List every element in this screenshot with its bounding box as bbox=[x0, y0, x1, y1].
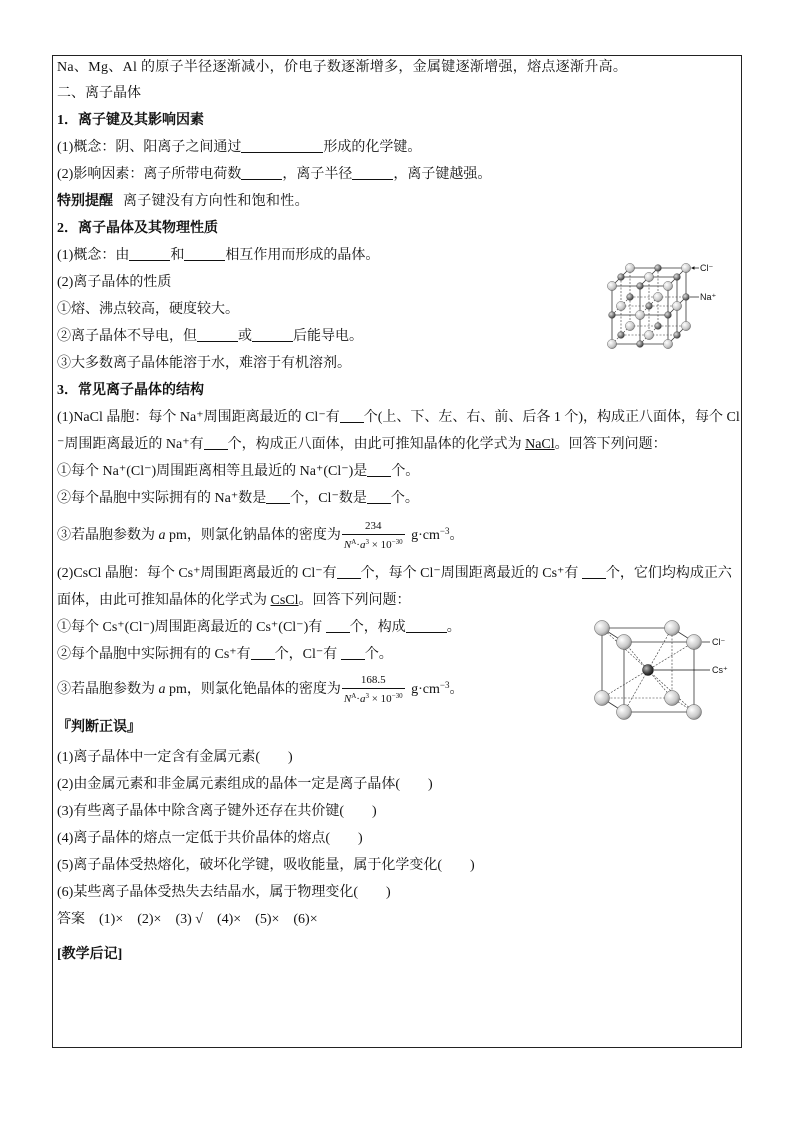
nacl-text: (1)NaCl 晶胞：每个 Na⁺周围距离最近的 Cl⁻有 bbox=[57, 410, 340, 425]
nacl-density-question bbox=[57, 512, 741, 560]
answer-blank bbox=[340, 410, 364, 423]
factors-text: ，离子键越强。 bbox=[393, 167, 492, 182]
judge-item: (5)离子晶体受热熔化，破坏化学键，吸收能量，属于化学变化( ) bbox=[57, 858, 475, 873]
answer-blank bbox=[197, 329, 238, 342]
metal-trend-text: Na、Mg、Al 的原子半径逐渐减小，价电子数逐渐增多，金属键逐渐增强，熔点逐渐升高。 bbox=[57, 60, 628, 75]
answer-blank bbox=[129, 248, 170, 261]
answer-blank bbox=[582, 566, 606, 579]
ionic-bond-factors bbox=[57, 161, 741, 188]
factors-text: ，离子半径 bbox=[282, 167, 353, 182]
question-text: 个。 bbox=[390, 491, 419, 506]
question-text: ③若晶胞参数为 bbox=[57, 528, 159, 543]
chloride-ion-sphere bbox=[625, 321, 634, 330]
special-reminder bbox=[57, 188, 741, 215]
chloride-ion-sphere bbox=[687, 705, 702, 720]
reminder-text: 离子键没有方向性和饱和性。 bbox=[123, 194, 309, 209]
exponent: −30 bbox=[391, 537, 403, 546]
judge-item: (6)某些离子晶体受热失去结晶水，属于物理变化( ) bbox=[57, 885, 391, 900]
question-text: ③若晶胞参数为 bbox=[57, 682, 159, 697]
judge-title: 『判断正误』 bbox=[57, 720, 141, 735]
density-denominator bbox=[342, 534, 405, 552]
cell-parameter-variable: a bbox=[158, 528, 166, 543]
dot-operator: · bbox=[356, 538, 360, 551]
sentence-end: 。 bbox=[449, 528, 464, 543]
sodium-ion-sphere bbox=[618, 274, 625, 281]
section-title: 二、离子晶体 bbox=[57, 86, 141, 101]
chloride-ion-label: Cl⁻ bbox=[712, 637, 726, 647]
density-numerator: 168.5 bbox=[360, 673, 386, 686]
nacl-question-1 bbox=[57, 458, 741, 485]
sodium-ion-label: Na⁺ bbox=[700, 292, 717, 302]
chloride-ion-sphere bbox=[595, 621, 610, 636]
property-1: ①熔、沸点较高，硬度较大。 bbox=[57, 302, 239, 317]
chloride-ion-sphere bbox=[617, 635, 632, 650]
factors-text: (2)影响因素：离子所带电荷数 bbox=[57, 167, 242, 182]
property-text: ②离子晶体不导电，但 bbox=[57, 329, 197, 344]
answer-blank bbox=[326, 620, 350, 633]
question-text: 个。 bbox=[364, 647, 393, 662]
chloride-ion-sphere bbox=[681, 321, 690, 330]
avogadro-symbol: N bbox=[343, 538, 352, 551]
cscl-description-line-1 bbox=[57, 560, 741, 587]
concept-text: 和 bbox=[170, 248, 185, 263]
heading-crystal-structures: 3．常见离子晶体的结构 bbox=[57, 383, 204, 398]
chloride-ion-sphere bbox=[665, 621, 680, 636]
cscl-description-line-2 bbox=[57, 587, 741, 614]
answer-blank bbox=[406, 620, 447, 633]
avogadro-index: A bbox=[351, 691, 357, 700]
density-denominator bbox=[342, 688, 405, 706]
chloride-ion-sphere bbox=[635, 310, 644, 319]
sodium-ion-sphere bbox=[674, 332, 681, 339]
nacl-formula: NaCl bbox=[525, 437, 555, 452]
chloride-ion-sphere bbox=[644, 330, 653, 339]
properties-title: (2)离子晶体的性质 bbox=[57, 275, 172, 290]
chloride-ion-sphere bbox=[625, 263, 634, 272]
chloride-ion-sphere bbox=[617, 705, 632, 720]
cell-parameter-variable: a bbox=[359, 538, 366, 551]
question-text: 个。 bbox=[391, 464, 420, 479]
exponent: −30 bbox=[391, 691, 403, 700]
cscl-text: 。回答下列问题： bbox=[298, 593, 411, 608]
density-unit: g·cm bbox=[407, 528, 440, 543]
answer-blank bbox=[266, 491, 290, 504]
question-text: pm，则氯化钠晶体的密度为 bbox=[165, 528, 341, 543]
chloride-ion-sphere bbox=[665, 691, 680, 706]
sodium-ion-sphere bbox=[655, 265, 662, 272]
sodium-ion-sphere bbox=[637, 341, 644, 348]
nacl-lattice bbox=[607, 263, 690, 348]
answer-blank bbox=[252, 329, 293, 342]
answer-blank bbox=[241, 140, 323, 153]
density-unit: g·cm bbox=[407, 682, 440, 697]
chloride-ion-sphere bbox=[672, 301, 681, 310]
reminder-label: 特别提醒 bbox=[57, 194, 113, 209]
answer-key: 答案 (1)× (2)× (3) √ (4)× (5)× (6)× bbox=[57, 912, 318, 927]
sodium-ion-sphere bbox=[646, 303, 653, 310]
sodium-ion-sphere bbox=[683, 294, 690, 301]
nacl-text: 。回答下列问题： bbox=[554, 437, 667, 452]
judge-item: (3)有些离子晶体中除含离子键外还存在共价键( ) bbox=[57, 804, 377, 819]
avogadro-index: A bbox=[351, 537, 357, 546]
sodium-ion-sphere bbox=[618, 332, 625, 339]
answer-blank bbox=[341, 647, 365, 660]
question-text: ②每个晶胞中实际拥有的 Cs⁺有 bbox=[57, 647, 251, 662]
teaching-notes-heading: [教学后记] bbox=[57, 947, 123, 962]
answer-blank bbox=[352, 167, 393, 180]
times-ten: × 10 bbox=[368, 692, 392, 705]
chloride-ion-label: Cl⁻ bbox=[700, 263, 714, 273]
question-text: ②每个晶胞中实际拥有的 Na⁺数是 bbox=[57, 491, 267, 506]
cscl-text: 面体，由此可推知晶体的化学式为 bbox=[57, 593, 271, 608]
cscl-unit-cell-diagram bbox=[588, 615, 733, 725]
cscl-text: 个，每个 Cl⁻周围距离最近的 Cs⁺有 bbox=[360, 566, 582, 581]
exponent: 3 bbox=[365, 537, 369, 546]
lesson-content-frame bbox=[52, 55, 742, 1048]
chloride-ion-sphere bbox=[663, 339, 672, 348]
cell-parameter-variable: a bbox=[359, 692, 366, 705]
sentence-end: 。 bbox=[449, 682, 464, 697]
answer-blank bbox=[251, 647, 275, 660]
avogadro-symbol: N bbox=[343, 692, 352, 705]
question-text: ①每个 Na⁺(Cl⁻)周围距离相等且最近的 Na⁺(Cl⁻)是 bbox=[57, 464, 368, 479]
chloride-ion-sphere bbox=[663, 281, 672, 290]
question-text: ①每个 Cs⁺(Cl⁻)周围距离最近的 Cs⁺(Cl⁻)有 bbox=[57, 620, 326, 635]
sodium-ion-sphere bbox=[665, 312, 672, 319]
density-fraction bbox=[342, 674, 405, 706]
ionic-bond-concept bbox=[57, 134, 741, 161]
heading-ionic-bond: 1．离子键及其影响因素 bbox=[57, 113, 204, 128]
ionic-bond-concept-text: (1)概念：阴、阳离子之间通过 bbox=[57, 140, 242, 155]
chloride-ion-sphere bbox=[607, 339, 616, 348]
answer-blank bbox=[367, 464, 391, 477]
chloride-ion-sphere bbox=[644, 272, 653, 281]
question-text: pm，则氯化铯晶体的密度为 bbox=[165, 682, 341, 697]
nacl-description-line-2 bbox=[57, 431, 741, 458]
chloride-ion-sphere bbox=[687, 635, 702, 650]
answer-blank bbox=[241, 167, 282, 180]
concept-text: (1)概念：由 bbox=[57, 248, 130, 263]
answer-blank bbox=[337, 566, 361, 579]
chloride-ion-sphere bbox=[681, 263, 690, 272]
nacl-text: 个，构成正八面体，由此可推知晶体的化学式为 bbox=[227, 437, 526, 452]
question-text: 个，Cl⁻有 bbox=[274, 647, 341, 662]
chloride-ion-sphere bbox=[616, 301, 625, 310]
judge-item: (1)离子晶体中一定含有金属元素( ) bbox=[57, 750, 293, 765]
sodium-ion-sphere bbox=[609, 312, 616, 319]
cesium-ion-sphere bbox=[643, 665, 654, 676]
question-text: 个，构成 bbox=[349, 620, 406, 635]
dot-operator: · bbox=[356, 692, 360, 705]
nacl-unit-cell-diagram bbox=[600, 258, 722, 352]
property-3: ③大多数离子晶体能溶于水，难溶于有机溶剂。 bbox=[57, 356, 351, 371]
nacl-text: ⁻周围距离最近的 Na⁺有 bbox=[57, 437, 204, 452]
ionic-bond-concept-text: 形成的化学键。 bbox=[323, 140, 422, 155]
sodium-ion-sphere bbox=[674, 274, 681, 281]
concept-text: 相互作用而形成的晶体。 bbox=[225, 248, 380, 263]
sodium-ion-sphere bbox=[627, 294, 634, 301]
cscl-text: (2)CsCl 晶胞：每个 Cs⁺周围距离最近的 Cl⁻有 bbox=[57, 566, 337, 581]
sodium-ion-sphere bbox=[637, 283, 644, 290]
question-text: 个，Cl⁻数是 bbox=[290, 491, 367, 506]
arrowhead bbox=[691, 266, 695, 270]
judge-item: (2)由金属元素和非金属元素组成的晶体一定是离子晶体( ) bbox=[57, 777, 433, 792]
nacl-text: 个(上、下、左、右、前、后各 1 个)，构成正八面体，每个 Cl bbox=[363, 410, 740, 425]
times-ten: × 10 bbox=[368, 538, 392, 551]
property-text: 后能导电。 bbox=[293, 329, 363, 344]
unit-exponent: −3 bbox=[439, 680, 450, 690]
cesium-ion-label: Cs⁺ bbox=[712, 665, 728, 675]
answer-blank bbox=[204, 437, 228, 450]
chloride-ion-sphere bbox=[595, 691, 610, 706]
sodium-ion-sphere bbox=[655, 323, 662, 330]
judge-item: (4)离子晶体的熔点一定低于共价晶体的熔点( ) bbox=[57, 831, 363, 846]
cscl-text: 个，它们均构成正六 bbox=[605, 566, 732, 581]
question-text: 。 bbox=[446, 620, 461, 635]
heading-ionic-crystal-properties: 2．离子晶体及其物理性质 bbox=[57, 221, 218, 236]
answer-blank bbox=[184, 248, 225, 261]
chloride-ion-sphere bbox=[607, 281, 616, 290]
nacl-description-line-1 bbox=[57, 404, 741, 431]
nacl-question-2 bbox=[57, 485, 741, 512]
density-fraction bbox=[342, 520, 405, 552]
chloride-ion-sphere bbox=[653, 292, 662, 301]
exponent: 3 bbox=[365, 691, 369, 700]
unit-exponent: −3 bbox=[439, 526, 450, 536]
density-numerator: 234 bbox=[365, 519, 382, 532]
cell-parameter-variable: a bbox=[158, 682, 166, 697]
property-text: 或 bbox=[238, 329, 252, 344]
metal-trend-note bbox=[57, 56, 741, 80]
cscl-formula: CsCl bbox=[270, 593, 299, 608]
answer-blank bbox=[367, 491, 391, 504]
